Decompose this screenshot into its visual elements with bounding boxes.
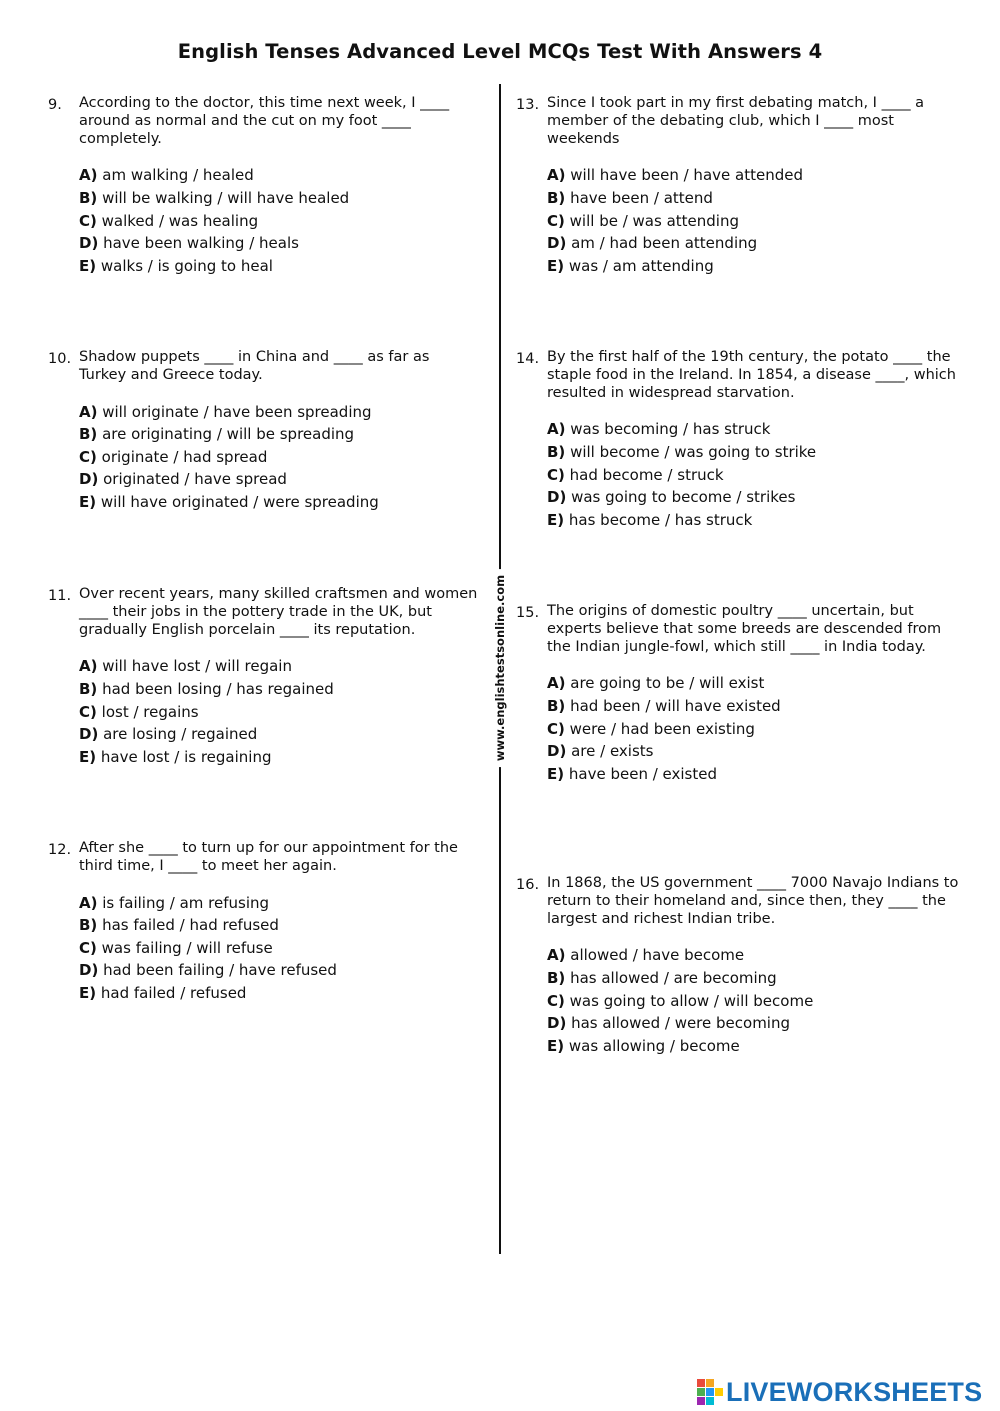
page-title: English Tenses Advanced Level MCQs Test With Answers 4 — [177, 40, 823, 63]
question-stem: Over recent years, many skilled craftsmen and women ____ their jobs in the pottery trade in the UK, but gradually English porcelain ____ its reputation. — [79, 586, 478, 638]
option-d[interactable]: D) originated / have spread — [79, 470, 287, 489]
question-number: 11. — [48, 588, 72, 604]
logo-grid-icon — [697, 1379, 723, 1405]
question-stem: The origins of domestic poultry ____ uncertain, but experts believe that some breeds are descended from the Indian jungle-fowl, which still ____ in India today. — [547, 603, 942, 655]
question-stem: According to the doctor, this time next week, I ____ around as normal and the cut on my foot ____ completely. — [79, 95, 450, 147]
option-d[interactable]: D) are / exists — [547, 742, 654, 761]
option-d[interactable]: D) has allowed / were becoming — [547, 1014, 790, 1033]
option-c[interactable]: C) was failing / will refuse — [79, 938, 273, 957]
option-b[interactable]: B) will be walking / will have healed — [79, 188, 350, 207]
question-number: 9. — [48, 97, 62, 113]
option-c[interactable]: C) lost / regains — [79, 702, 199, 721]
option-e[interactable]: E) was allowing / become — [547, 1036, 740, 1055]
option-a[interactable]: A) was becoming / has struck — [547, 420, 771, 439]
option-c[interactable]: C) originate / had spread — [79, 447, 268, 466]
option-d[interactable]: D) had been failing / have refused — [79, 961, 337, 980]
question-16 — [516, 875, 962, 1057]
brand-name: LIVEWORKSHEETS — [726, 1376, 983, 1407]
question-number: 15. — [516, 605, 540, 621]
question-10 — [48, 349, 479, 514]
option-d[interactable]: D) was going to become / strikes — [547, 488, 796, 507]
question-stem: By the first half of the 19th century, the potato ____ the staple food in the Ireland. In 1854, a disease ____, which resulted in widespread starvation. — [547, 349, 956, 401]
option-a[interactable]: A) will have been / have attended — [547, 166, 803, 185]
option-d[interactable]: D) have been walking / heals — [79, 234, 299, 253]
option-c[interactable]: C) was going to allow / will become — [547, 991, 814, 1010]
question-stem: In 1868, the US government ____ 7000 Navajo Indians to return to their homeland and, since then, they ____ the largest and richest Indian tribe. — [547, 875, 959, 927]
question-stem: Shadow puppets ____ in China and ____ as far as Turkey and Greece today. — [79, 349, 430, 383]
question-stem: After she ____ to turn up for our appointment for the third time, I ____ to meet her again. — [79, 840, 458, 874]
option-a[interactable]: A) allowed / have become — [547, 946, 745, 965]
option-c[interactable]: C) were / had been existing — [547, 719, 755, 738]
option-b[interactable]: B) are originating / will be spreading — [79, 425, 355, 444]
option-c[interactable]: C) had become / struck — [547, 465, 724, 484]
question-number: 10. — [48, 351, 72, 367]
option-b[interactable]: B) had been / will have existed — [547, 696, 781, 715]
option-e[interactable]: E) was / am attending — [547, 256, 714, 275]
option-e[interactable]: E) had failed / refused — [79, 983, 247, 1002]
option-b[interactable]: B) has failed / had refused — [79, 916, 279, 935]
option-e[interactable]: E) walks / is going to heal — [79, 256, 273, 275]
option-d[interactable]: D) am / had been attending — [547, 234, 758, 253]
option-e[interactable]: E) have been / existed — [547, 764, 717, 783]
option-b[interactable]: B) has allowed / are becoming — [547, 968, 777, 987]
option-b[interactable]: B) will become / was going to strike — [547, 442, 817, 461]
option-c[interactable]: C) will be / was attending — [547, 211, 739, 230]
site-watermark: www.englishtestsonline.com — [493, 569, 507, 767]
option-a[interactable]: A) am walking / healed — [79, 166, 254, 185]
liveworksheets-logo[interactable] — [697, 1377, 982, 1407]
question-number: 14. — [516, 351, 540, 367]
question-number: 12. — [48, 842, 72, 858]
option-e[interactable]: E) will have originated / were spreading — [79, 492, 379, 511]
option-e[interactable]: E) have lost / is regaining — [79, 747, 272, 766]
option-e[interactable]: E) has become / has struck — [547, 510, 753, 529]
question-13 — [516, 95, 962, 277]
option-a[interactable]: A) will have lost / will regain — [79, 657, 292, 676]
option-b[interactable]: B) have been / attend — [547, 188, 713, 207]
question-9 — [48, 95, 479, 277]
option-a[interactable]: A) will originate / have been spreading — [79, 402, 372, 421]
question-number: 16. — [516, 877, 540, 893]
option-b[interactable]: B) had been losing / has regained — [79, 679, 334, 698]
option-a[interactable]: A) is failing / am refusing — [79, 893, 270, 912]
option-d[interactable]: D) are losing / regained — [79, 725, 258, 744]
question-stem: Since I took part in my first debating match, I ____ a member of the debating club, which I ____ most weekends — [547, 95, 925, 147]
question-12 — [48, 840, 479, 1005]
question-15 — [516, 603, 962, 785]
option-c[interactable]: C) walked / was healing — [79, 211, 259, 230]
question-11 — [48, 586, 479, 768]
question-14 — [516, 349, 962, 531]
option-a[interactable]: A) are going to be / will exist — [547, 674, 765, 693]
question-number: 13. — [516, 97, 540, 113]
